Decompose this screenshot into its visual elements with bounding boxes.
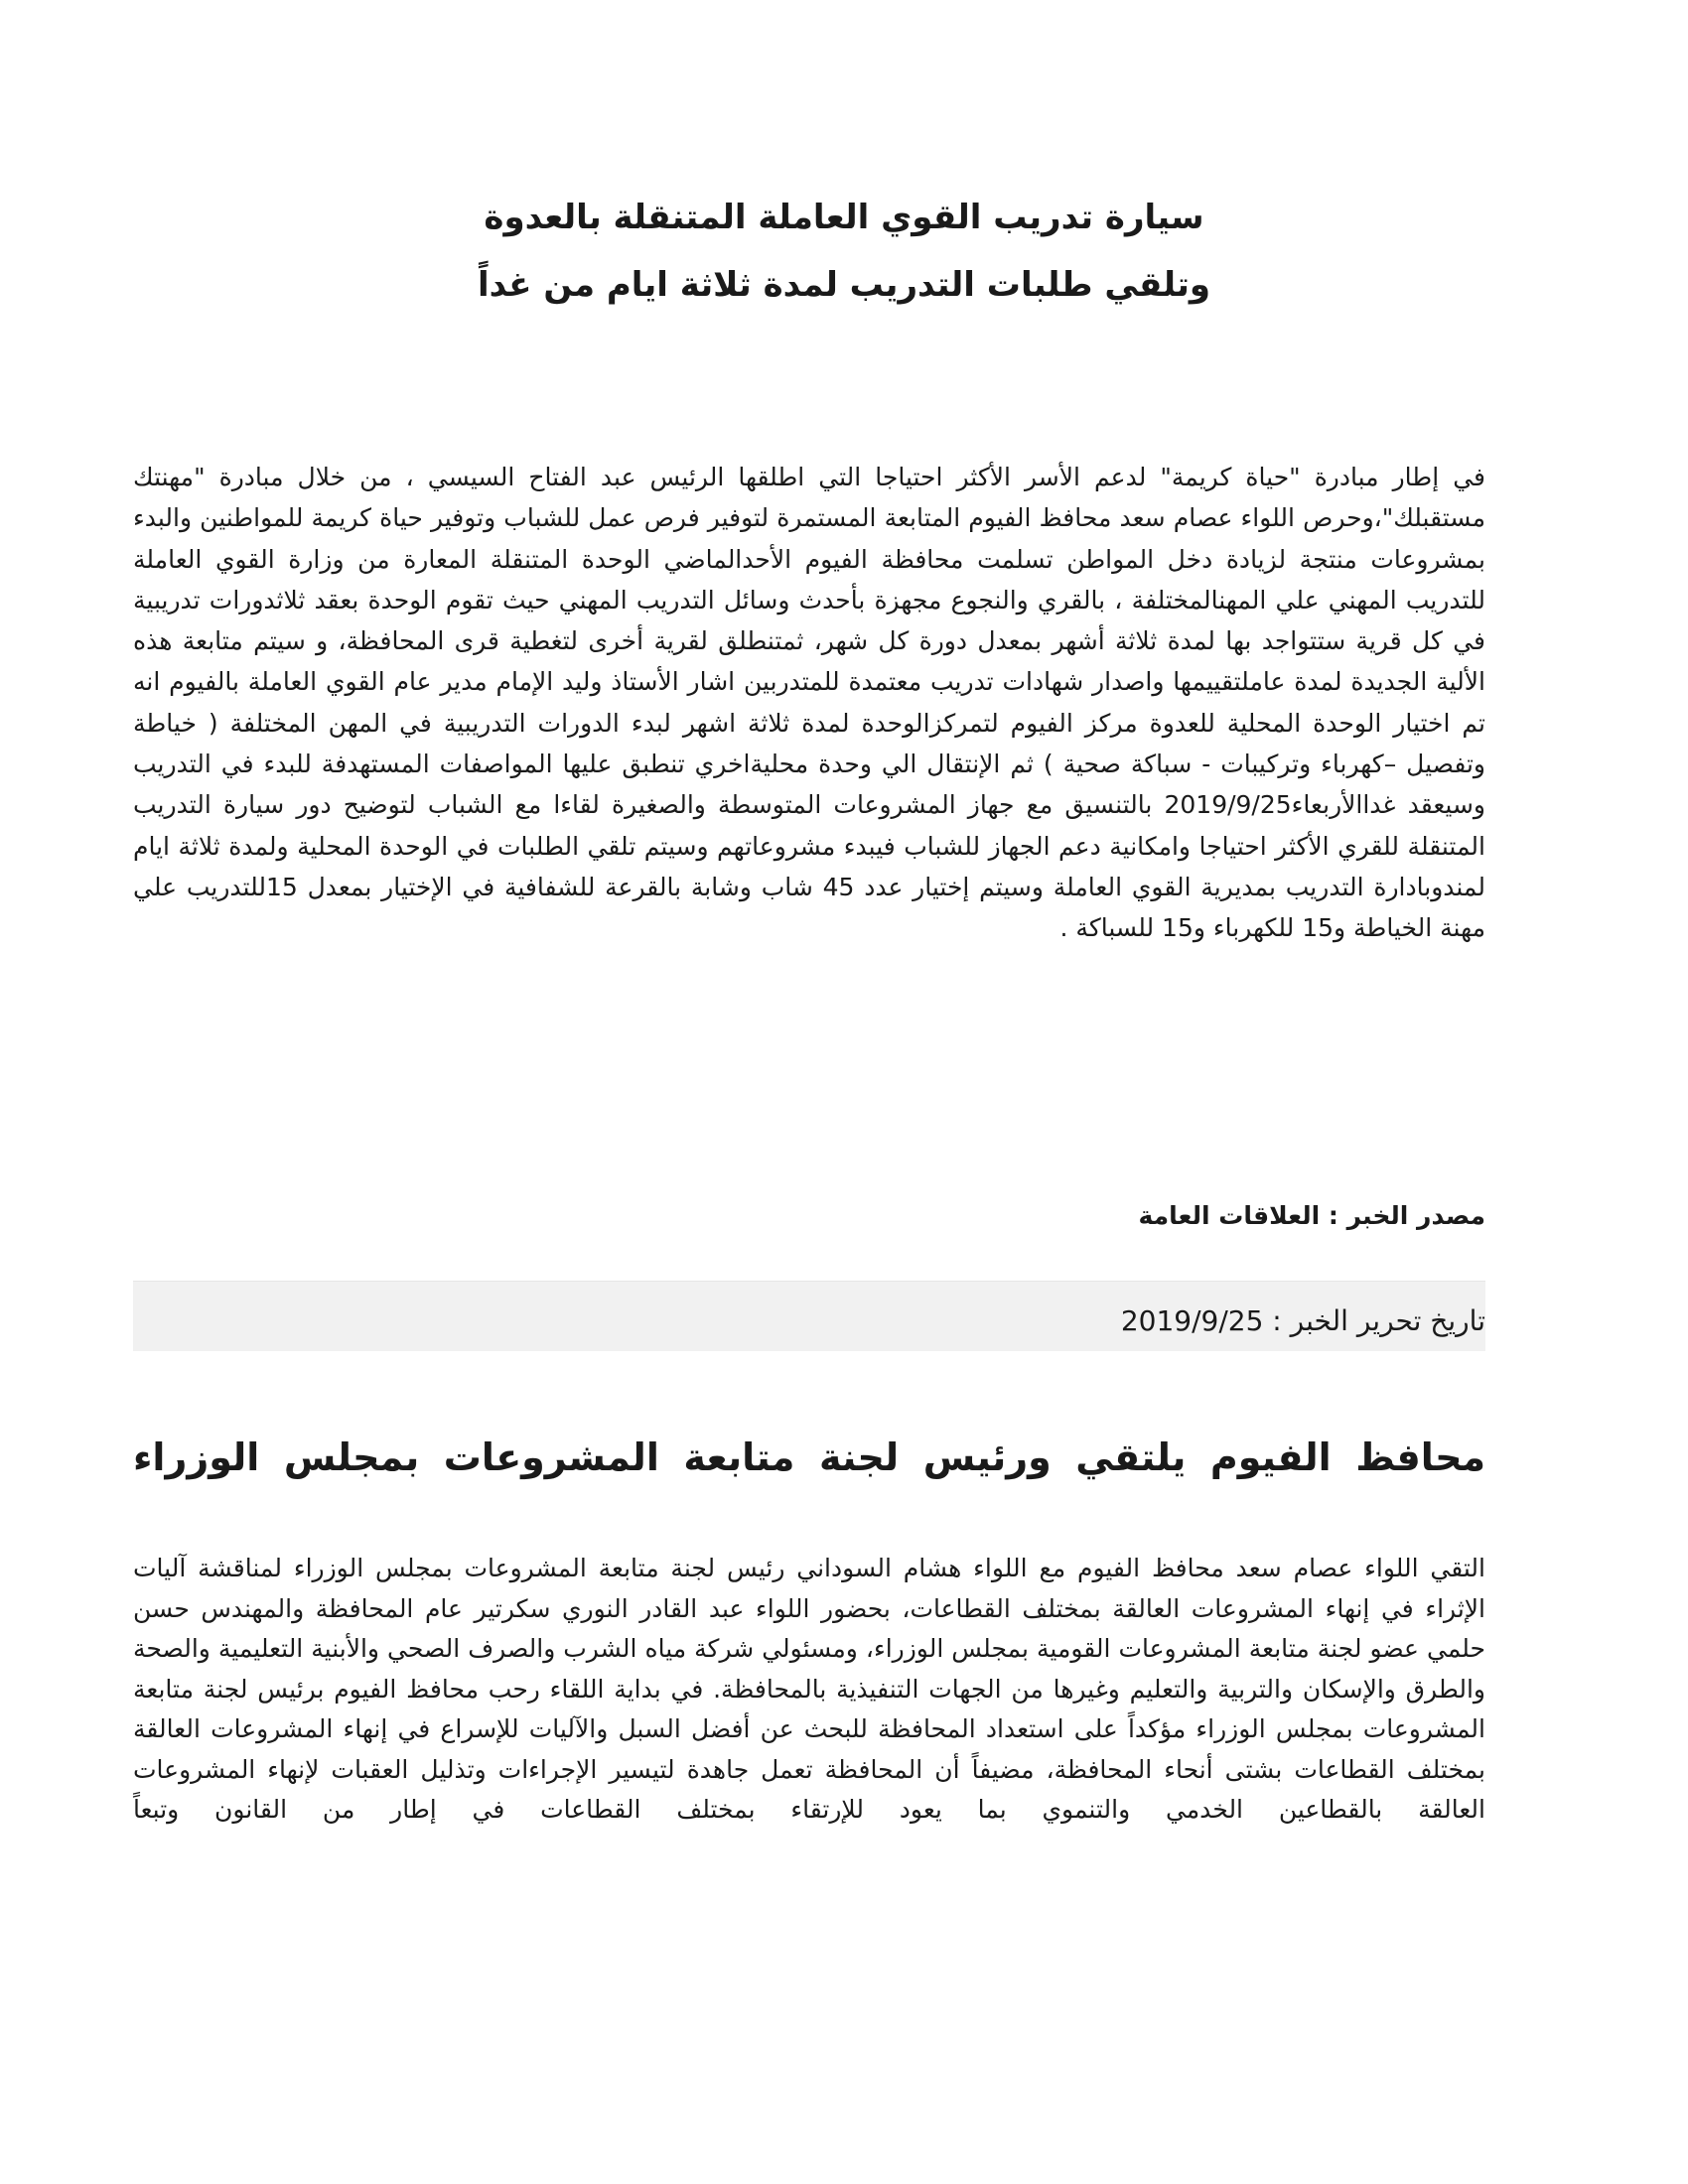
edit-date: تاريخ تحرير الخبر : 2019/9/25: [1120, 1304, 1485, 1337]
article-1-headline: [298, 184, 1390, 319]
news-source: مصدر الخبر : العلاقات العامة: [1138, 1201, 1485, 1230]
article-1-headline-line-2: وتلقي طلبات التدريب لمدة ثلاثة ايام من غداً: [477, 265, 1210, 305]
article-1-headline-line-1: سيارة تدريب القوي العاملة المتنقلة بالعدوة: [484, 198, 1204, 237]
date-box: [133, 1281, 1485, 1351]
article-1-body: في إطار مبادرة "حياة كريمة" لدعم الأسر الأكثر احتياجا التي اطلقها الرئيس عبد الفتاح السيسي ، من خلال مبادرة "مهنتك مستقبلك"،وحرص اللواء عصام سعد محافظ الفيوم المتابعة المستمرة لتوفير فرص عمل للشباب وتوفير حياة كريمة للمواطنين والبدء بمشروعات منتجة لزيادة دخل المواطن تسلمت محافظة الفيوم الأحدالماضي الوحدة المتنقلة المعارة من وزارة القوي العاملة للتدريب المهني علي المهنالمختلفة ، بالقري والنجوع مجهزة بأحدث وسائل التدريب المهني حيث تقوم الوحدة بعقد ثلاثدورات تدريبية في كل قرية ستتواجد بها لمدة ثلاثة أشهر بمعدل دورة كل شهر، ثمتنطلق لقرية أخرى لتغطية قرى المحافظة، و سيتم متابعة هذه الألية الجديدة لمدة عاملتقييمها واصدار شهادات تدريب معتمدة للمتدربين اشار الأستاذ وليد الإمام مدير عام القوي العاملة بالفيوم انه تم اختيار الوحدة المحلية للعدوة مركز الفيوم لتمركزالوحدة لمدة ثلاثة اشهر لبدء الدورات التدريبية في المهن المختلفة ( خياطة وتفصيل –كهرباء وتركيبات - سباكة صحية ) ثم الإنتقال الي وحدة محليةاخري تنطبق عليها المواصفات المستهدفة للبدء في التدريب وسيعقد غداالأربعاء2019/9/25 بالتنسيق مع جهاز المشروعات المتوسطة والصغيرة لقاءا مع الشباب لتوضيح دور سيارة التدريب المتنقلة للقري الأكثر احتياجا وامكانية دعم الجهاز للشباب فيبدء مشروعاتهم وسيتم تلقي الطلبات في الوحدة المحلية ولمدة ثلاثة ايام لمندوبادارة التدريب بمديرية القوي العاملة وسيتم إختيار عدد 45 شاب وشابة بالقرعة للشفافية في الإختيار بمعدل 15للتدريب علي مهنة الخياطة و15 للكهرباء و15 للسباكة .: [133, 463, 1486, 943]
article-2-headline: محافظ الفيوم يلتقي ورئيس لجنة متابعة المشروعات بمجلس الوزراء: [133, 1435, 1485, 1479]
article-2-body: التقي اللواء عصام سعد محافظ الفيوم مع اللواء هشام السوداني رئيس لجنة متابعة المشروعات بمجلس الوزراء لمناقشة آليات الإثراء في إنهاء المشروعات العالقة بمختلف القطاعات، بحضور اللواء عبد القادر النوري سكرتير عام المحافظة والمهندس حسن حلمي عضو لجنة متابعة المشروعات القومية بمجلس الوزراء، ومسئولي شركة مياه الشرب والصرف الصحي والأبنية التعليمية والصحة والطرق والإسكان والتربية والتعليم وغيرها من الجهات التنفيذية بالمحافظة. في بداية اللقاء رحب محافظ الفيوم برئيس لجنة متابعة المشروعات بمجلس الوزراء مؤكداً على استعداد المحافظة للبحث عن أفضل السبل والآليات للإسراع في إنهاء المشروعات العالقة بمختلف القطاعات بشتى أنحاء المحافظة، مضيفاً أن المحافظة تعمل جاهدة لتيسير الإجراءات وتذليل العقبات لإنهاء المشروعات العالقة بالقطاعين الخدمي والتنموي بما يعود للإرتقاء بمختلف القطاعات في إطار من القانون وتبعاً: [133, 1554, 1485, 1824]
